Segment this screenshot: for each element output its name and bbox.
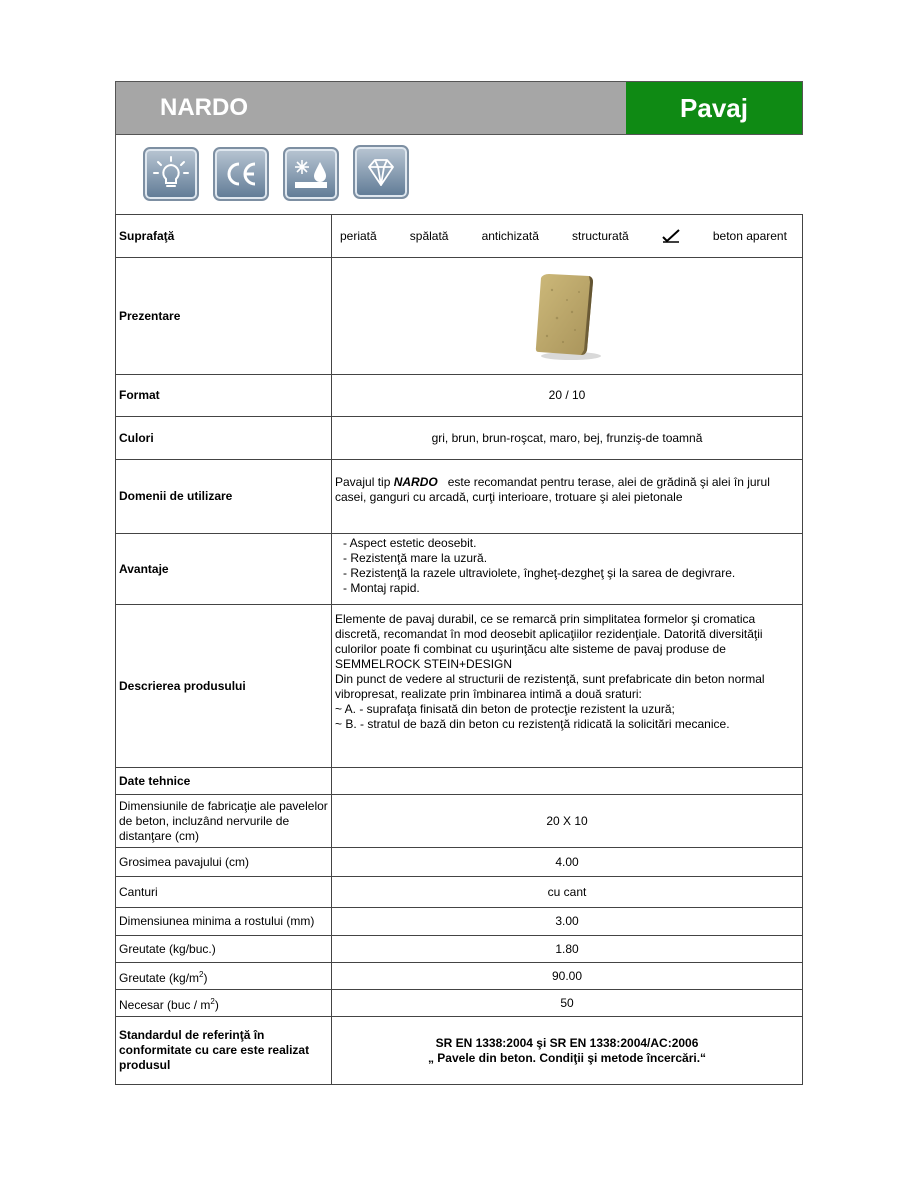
row-label: Necesar $(buc / m^2)$ (116, 990, 332, 1017)
standard-value (332, 1017, 803, 1085)
advantage-item: - Montaj rapid. (343, 581, 420, 595)
advantage-item: - Rezistenţă la razele ultraviolete, îngheţ-dezgheţ şi la sarea de degivrare. (343, 566, 736, 580)
freeze-thaw-icon (283, 147, 339, 201)
row-label: Grosimea pavajului (cm) (116, 848, 332, 877)
description-line: culorilor poate fi combinat cu uşurinţăcu alte sisteme de pavaj produse de (335, 642, 726, 656)
surface-options (332, 215, 803, 258)
sheet-header (115, 81, 803, 135)
row-standard (116, 1017, 803, 1085)
row-suprafata (116, 215, 803, 258)
thickness-value: 4.00 (332, 848, 803, 877)
advantage-item: - Aspect estetic deosebit. (343, 536, 477, 550)
colors-value: gri, brun, brun-roşcat, maro, bej, frunziş-de toamnă (332, 417, 803, 460)
usage-product-name: NARDO (393, 474, 438, 489)
joint-value: 3.00 (332, 908, 803, 936)
checkmark-icon (662, 229, 680, 243)
paver-image (527, 270, 607, 362)
usage-line: este recomandat pentru terase, alei de grădină şi alei în jurul (437, 474, 770, 489)
weight-piece-value: 1.80 (332, 936, 803, 963)
surface-option-selected: beton aparent (712, 228, 787, 243)
row-label: Canturi (116, 877, 332, 908)
row-label: Dimensiunile de fabricaţie ale pavelelor de beton, incluzând nervurile de distanţare (cm) (116, 795, 332, 848)
surface-option: periată (340, 228, 377, 243)
diamond-icon (353, 145, 409, 199)
light-uv-icon (143, 147, 199, 201)
row-label: Avantaje (116, 534, 332, 605)
property-icons (115, 135, 803, 214)
row-label: Greutate $(kg/m^2)$ (116, 963, 332, 990)
row-greutate-m2 (116, 963, 803, 990)
product-name: NARDO (116, 82, 626, 134)
row-prezentare (116, 258, 803, 375)
row-culori (116, 417, 803, 460)
section-heading: Date tehnice (116, 768, 332, 795)
row-rost (116, 908, 803, 936)
surface-option: spălată (409, 228, 449, 243)
row-label: Format (116, 375, 332, 417)
row-domenii (116, 460, 803, 534)
description-line: vibropresat, realizate prin îmbinarea intimă a două sraturi: (335, 687, 642, 701)
description-line: Elemente de pavaj durabil, ce se remarcă prin simplitatea formelor şi cromatica (335, 612, 756, 626)
usage-line: casei, ganguri cu arcadă, curţi interioare, trotuare şi alei pietonale (335, 489, 683, 504)
row-label: Standardul de referinţă în conformitate cu care este realizat produsul (116, 1017, 332, 1085)
row-dimensiuni (116, 795, 803, 848)
row-label: Dimensiunea minima a rostului (mm) (116, 908, 332, 936)
description-line: discretă, recomandat în mod deosebit aplicaţiilor rezidenţiale. Datorită diversităţii (335, 627, 763, 641)
standard-title: „ Pavele din beton. Condiţii şi metode încercări.“ (427, 1050, 707, 1065)
standard-code: SR EN 1338:2004 şi SR EN 1338:2004/AC:2006 (435, 1035, 699, 1050)
product-category: Pavaj (626, 82, 802, 134)
row-descriere (116, 605, 803, 768)
description-line: ~ A. - suprafaţa finisată din beton de protecţie rezistent la uzură; (335, 702, 675, 716)
row-label: Descrierea produsului (116, 605, 332, 768)
row-avantaje (116, 534, 803, 605)
surface-option: antichizată (481, 228, 539, 243)
edges-value: cu cant (332, 877, 803, 908)
row-grosime (116, 848, 803, 877)
row-necesar (116, 990, 803, 1017)
row-date-tehnice (116, 768, 803, 795)
usage-prefix: Pavajul tip (335, 474, 394, 489)
required-value: 50 (332, 990, 803, 1017)
product-sheet (115, 81, 803, 1085)
description-line: Din punct de vedere al structurii de rezistenţă, sunt prefabricate din beton normal (335, 672, 765, 686)
weight-area-value: 90.00 (332, 963, 803, 990)
dimensions-value: 20 X 10 (332, 795, 803, 848)
ce-mark-icon (213, 147, 269, 201)
row-label: Suprafaţă (116, 215, 332, 258)
row-label: Greutate (kg/buc.) (116, 936, 332, 963)
advantages-list (335, 534, 799, 596)
row-label: Prezentare (116, 258, 332, 375)
surface-option: structurată (572, 228, 629, 243)
row-label: Domenii de utilizare (116, 460, 332, 534)
advantage-item: - Rezistenţă mare la uzură. (343, 551, 488, 565)
row-format (116, 375, 803, 417)
specs-table (115, 214, 803, 1085)
description-line: ~ B. - stratul de bază din beton cu rezistenţă ridicată la solicitări mecanice. (335, 717, 730, 731)
row-canturi (116, 877, 803, 908)
row-label: Culori (116, 417, 332, 460)
usage-text (332, 460, 803, 534)
row-greutate-buc (116, 936, 803, 963)
format-value: 20 / 10 (332, 375, 803, 417)
description-text (332, 605, 803, 768)
description-line: SEMMELROCK STEIN+DESIGN (335, 657, 513, 671)
